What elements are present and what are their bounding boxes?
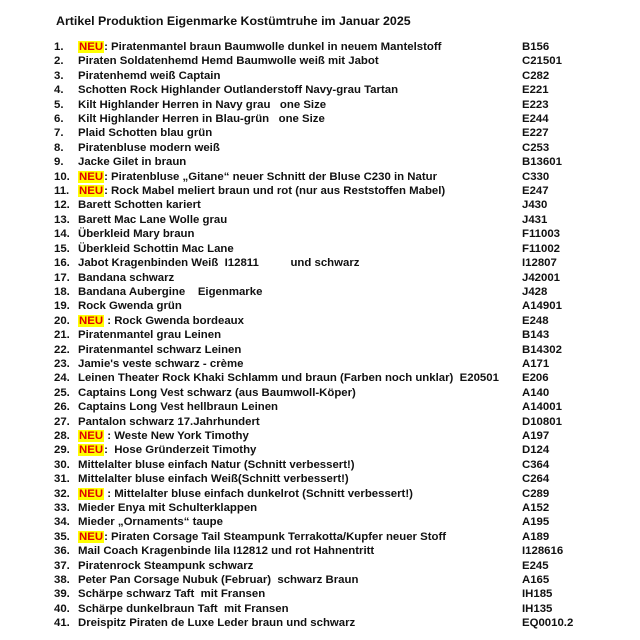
neu-badge: NEU — [79, 444, 104, 457]
list-item — [54, 112, 614, 126]
neu-separator: : — [104, 530, 112, 543]
item-description — [78, 429, 249, 443]
item-text: Rock Gwenda grün — [78, 300, 182, 313]
item-text: Piratenbluse „Gitane“ neuer Schnitt der Bluse C230 in Natur — [111, 170, 438, 183]
item-code: B13601 — [522, 156, 562, 169]
item-code: J428 — [522, 285, 548, 298]
item-code: C282 — [522, 69, 550, 82]
item-description — [78, 242, 234, 256]
item-text: Piratenmantel braun Baumwolle dunkel in neuem Mantelstoff — [111, 41, 442, 53]
item-text: Captains Long Vest schwarz (aus Baumwoll-Köper) — [78, 386, 356, 399]
item-text: Jamie's veste schwarz - crème — [78, 357, 244, 370]
item-description — [78, 587, 265, 601]
item-code: C330 — [522, 170, 550, 183]
neu-badge: NEU — [79, 429, 104, 442]
list-item — [54, 458, 614, 472]
item-text: Bandana schwarz — [78, 271, 175, 284]
list-item — [54, 141, 614, 155]
item-description — [78, 170, 437, 184]
item-description — [78, 155, 186, 169]
item-text: Barett Mac Lane Wolle grau — [78, 213, 228, 226]
item-description — [78, 83, 398, 97]
item-number: 28. — [54, 429, 70, 442]
item-code: A165 — [522, 574, 550, 587]
item-text: Pantalon schwarz 17.Jahrhundert — [78, 415, 260, 428]
list-item — [54, 314, 614, 328]
item-description — [78, 343, 241, 357]
list-item — [54, 415, 614, 429]
item-text: Schärpe schwarz Taft mit Fransen — [78, 588, 266, 601]
item-text: Kilt Highlander Herren in Blau-grün one Size — [78, 113, 325, 126]
item-number: 24. — [54, 372, 70, 385]
item-code: A152 — [522, 502, 550, 514]
item-text: Piraten Corsage Tail Steampunk Terrakotta/Kupfer neuer Stoff — [111, 530, 447, 543]
list-item — [54, 544, 614, 558]
item-number: 13. — [54, 213, 70, 226]
neu-separator: : — [104, 444, 115, 457]
item-number: 9. — [54, 156, 64, 169]
item-number: 14. — [54, 228, 70, 241]
item-text: Piratenmantel grau Leinen — [78, 329, 222, 342]
list-item — [54, 328, 614, 342]
item-description — [78, 515, 223, 529]
item-code: E221 — [522, 84, 549, 97]
item-description — [78, 472, 349, 486]
list-item — [54, 429, 614, 443]
item-code: E248 — [522, 314, 549, 327]
item-code: A171 — [522, 357, 550, 370]
item-number: 34. — [54, 516, 70, 529]
item-number: 32. — [54, 487, 70, 500]
item-description — [78, 285, 262, 299]
item-description — [78, 458, 355, 472]
list-item — [54, 602, 614, 616]
item-code: E245 — [522, 559, 549, 572]
item-description — [78, 602, 289, 616]
list-item — [54, 170, 614, 184]
item-text: Plaid Schotten blau grün — [78, 127, 213, 140]
neu-separator: : — [104, 429, 115, 442]
item-text: Leinen Theater Rock Khaki Schlamm und braun (Farben noch unklar) E20501 — [78, 372, 499, 385]
neu-separator: : — [104, 170, 112, 183]
item-number: 16. — [54, 257, 70, 270]
document-title: Artikel Produktion Eigenmarke Kostümtruhe im Januar 2025 — [56, 14, 411, 28]
item-description — [78, 400, 278, 414]
item-number: 27. — [54, 415, 70, 428]
item-number: 8. — [54, 141, 64, 154]
item-number: 35. — [54, 530, 70, 543]
item-number: 10. — [54, 170, 70, 183]
neu-separator: : — [104, 41, 112, 53]
list-item — [54, 559, 614, 573]
item-description — [78, 443, 256, 457]
item-code: J42001 — [522, 271, 561, 284]
neu-badge: NEU — [79, 530, 104, 543]
item-code: A189 — [522, 530, 550, 543]
list-item — [54, 501, 614, 515]
item-text: Kilt Highlander Herren in Navy grau one Size — [78, 98, 327, 111]
item-code: E244 — [522, 113, 549, 126]
item-code: D10801 — [522, 415, 562, 428]
neu-badge: NEU — [79, 487, 104, 500]
item-description — [78, 271, 174, 285]
list-item — [54, 357, 614, 371]
item-code: IH135 — [522, 602, 553, 615]
item-number: 19. — [54, 300, 70, 313]
item-number: 33. — [54, 502, 70, 514]
item-text: Mieder Enya mit Schulterklappen — [78, 502, 258, 514]
article-list — [54, 40, 614, 631]
neu-badge: NEU — [79, 41, 104, 53]
list-item — [54, 343, 614, 357]
list-item — [54, 155, 614, 169]
item-code: A14901 — [522, 300, 562, 313]
neu-separator: : — [104, 185, 112, 198]
item-text: Überkleid Mary braun — [78, 228, 195, 241]
item-number: 5. — [54, 98, 64, 111]
item-text: Jacke Gilet in braun — [78, 156, 187, 169]
item-code: A195 — [522, 516, 550, 529]
item-text: Dreispitz Piraten de Luxe Leder braun und schwarz — [78, 617, 356, 630]
item-text: Hose Gründerzeit Timothy — [114, 444, 257, 457]
neu-separator: : — [104, 487, 115, 500]
list-item — [54, 587, 614, 601]
item-code: A140 — [522, 386, 550, 399]
item-description — [78, 184, 445, 198]
item-number: 37. — [54, 559, 70, 572]
item-number: 15. — [54, 242, 70, 255]
item-number: 21. — [54, 329, 70, 342]
item-number: 12. — [54, 199, 70, 212]
list-item — [54, 184, 614, 198]
list-item — [54, 573, 614, 587]
item-description — [78, 126, 212, 140]
list-item — [54, 69, 614, 83]
item-code: A197 — [522, 429, 550, 442]
list-item — [54, 54, 614, 68]
item-text: Schotten Rock Highlander Outlanderstoff Navy-grau Tartan — [78, 84, 399, 97]
item-number: 40. — [54, 602, 70, 615]
list-item — [54, 371, 614, 385]
item-code: C253 — [522, 141, 550, 154]
item-code: E223 — [522, 98, 549, 111]
item-description — [78, 314, 244, 328]
item-code: C264 — [522, 473, 550, 486]
item-text: Piratenhemd weiß Captain — [78, 69, 221, 82]
item-code: EQ0010.2 — [522, 617, 574, 630]
item-number: 20. — [54, 314, 70, 327]
list-item — [54, 227, 614, 241]
list-item — [54, 515, 614, 529]
item-text: Rock Gwenda bordeaux — [114, 314, 244, 327]
item-description — [78, 141, 220, 155]
list-item — [54, 40, 614, 54]
list-item — [54, 400, 614, 414]
item-code: B143 — [522, 329, 550, 342]
list-item — [54, 256, 614, 270]
item-number: 31. — [54, 473, 70, 486]
item-description — [78, 198, 201, 212]
item-code: E206 — [522, 372, 549, 385]
list-item — [54, 386, 614, 400]
item-text: Piraten Soldatenhemd Hemd Baumwolle weiß mit Jabot — [78, 55, 379, 68]
item-text: Peter Pan Corsage Nubuk (Februar) schwarz Braun — [78, 574, 359, 587]
item-number: 1. — [54, 41, 64, 53]
item-description — [78, 501, 257, 515]
item-number: 6. — [54, 113, 64, 126]
item-description — [78, 256, 359, 270]
item-number: 11. — [54, 185, 70, 198]
item-description — [78, 559, 253, 573]
item-text: Mail Coach Kragenbinde lila I12812 und rot Hahnentritt — [78, 545, 375, 558]
list-item — [54, 616, 614, 630]
list-item — [54, 213, 614, 227]
item-text: Jabot Kragenbinden Weiß I12811 und schwarz — [78, 257, 360, 270]
item-code: E247 — [522, 185, 549, 198]
item-text: Mittelalter bluse einfach Weiß(Schnitt verbessert!) — [78, 473, 349, 486]
item-number: 29. — [54, 444, 70, 457]
item-number: 30. — [54, 458, 70, 471]
neu-badge: NEU — [79, 185, 104, 198]
item-description — [78, 487, 413, 501]
item-text: Bandana Aubergine Eigenmarke — [78, 285, 263, 298]
list-item — [54, 487, 614, 501]
item-text: Piratenrock Steampunk schwarz — [78, 559, 254, 572]
item-code: J431 — [522, 213, 548, 226]
item-code: C289 — [522, 487, 550, 500]
neu-badge: NEU — [79, 314, 104, 327]
item-number: 2. — [54, 55, 64, 68]
item-description — [78, 227, 194, 241]
item-number: 18. — [54, 285, 70, 298]
item-description — [78, 299, 182, 313]
item-description — [78, 112, 325, 126]
item-code: J430 — [522, 199, 548, 212]
list-item — [54, 443, 614, 457]
item-text: Piratenbluse modern weiß — [78, 141, 220, 154]
item-description — [78, 213, 227, 227]
item-code: I12807 — [522, 257, 557, 270]
item-description — [78, 40, 441, 54]
neu-separator: : — [104, 314, 115, 327]
item-code: A14001 — [522, 401, 562, 414]
item-text: Weste New York Timothy — [114, 429, 249, 442]
list-item — [54, 126, 614, 140]
item-text: Barett Schotten kariert — [78, 199, 201, 212]
list-item — [54, 83, 614, 97]
item-number: 26. — [54, 401, 70, 414]
item-number: 17. — [54, 271, 70, 284]
item-number: 4. — [54, 84, 64, 97]
item-description — [78, 98, 326, 112]
list-item — [54, 271, 614, 285]
item-description — [78, 54, 379, 68]
item-description — [78, 371, 499, 385]
item-description — [78, 616, 355, 630]
item-number: 22. — [54, 343, 70, 356]
item-code: D124 — [522, 444, 550, 457]
item-number: 3. — [54, 69, 64, 82]
item-code: E227 — [522, 127, 549, 140]
item-code: F11002 — [522, 242, 561, 255]
item-description — [78, 357, 243, 371]
item-code: I128616 — [522, 545, 564, 558]
item-text: Mittelalter bluse einfach dunkelrot (Schnitt verbessert!) — [114, 487, 413, 500]
item-code: IH185 — [522, 588, 553, 601]
list-item — [54, 472, 614, 486]
item-code: B156 — [522, 41, 550, 53]
item-number: 39. — [54, 588, 70, 601]
item-description — [78, 530, 446, 544]
item-number: 36. — [54, 545, 70, 558]
item-text: Mittelalter bluse einfach Natur (Schnitt verbessert!) — [78, 458, 355, 471]
item-description — [78, 328, 221, 342]
list-item — [54, 285, 614, 299]
item-description — [78, 386, 356, 400]
item-code: C364 — [522, 458, 550, 471]
list-item — [54, 530, 614, 544]
item-code: F11003 — [522, 228, 561, 241]
item-text: Überkleid Schottin Mac Lane — [78, 242, 234, 255]
item-text: Captains Long Vest hellbraun Leinen — [78, 401, 278, 414]
item-number: 38. — [54, 574, 70, 587]
item-text: Schärpe dunkelbraun Taft mit Fransen — [78, 602, 289, 615]
item-code: C21501 — [522, 55, 562, 68]
item-number: 23. — [54, 357, 70, 370]
item-number: 41. — [54, 617, 70, 630]
item-description — [78, 69, 220, 83]
item-text: Piratenmantel schwarz Leinen — [78, 343, 242, 356]
item-text: Mieder „Ornaments“ taupe — [78, 516, 223, 529]
item-description — [78, 415, 260, 429]
list-item — [54, 299, 614, 313]
list-item — [54, 198, 614, 212]
item-number: 25. — [54, 386, 70, 399]
item-code: B14302 — [522, 343, 562, 356]
item-description — [78, 573, 358, 587]
list-item — [54, 98, 614, 112]
neu-badge: NEU — [79, 170, 104, 183]
item-number: 7. — [54, 127, 64, 140]
item-text: Rock Mabel meliert braun und rot (nur aus Reststoffen Mabel) — [111, 185, 446, 198]
list-item — [54, 242, 614, 256]
item-description — [78, 544, 374, 558]
